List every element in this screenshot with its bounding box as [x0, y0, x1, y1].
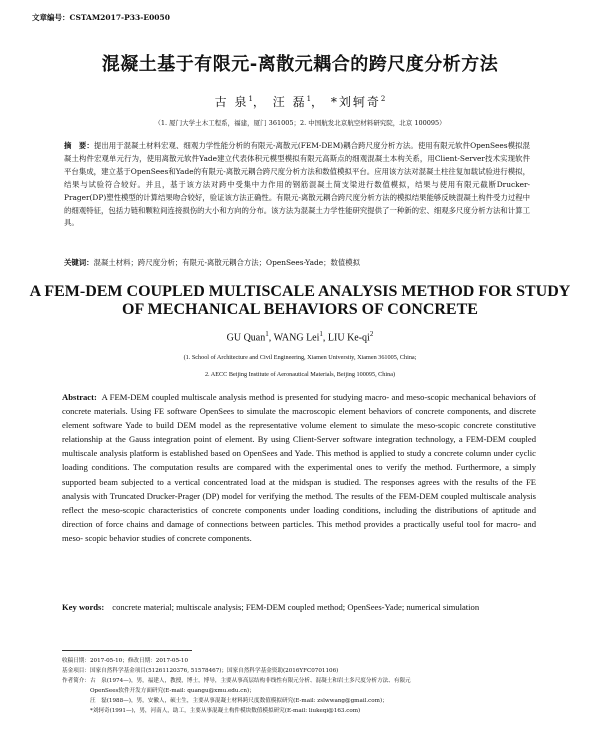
footnote-line: 作者简介：古 泉(1974—)，男，福建人，教授，博士，博导，主要从事高层结构非线性有限元分析、混凝土和岩土多尺度分析方法、有限元	[62, 678, 411, 684]
footnote-line: OpenSees软件开发方面研究(E-mail: quangu@xmu.edu.cn)；	[62, 688, 255, 694]
footnote-divider	[62, 650, 192, 651]
chinese-keywords-label: 关键词：	[64, 258, 94, 267]
chinese-authors: 古 泉$^1$， 汪 磊$^1$， *刘轲奇$^2$	[214, 95, 386, 109]
english-title-line: A FEM-DEM COUPLED MULTISCALE ANALYSIS METHOD FOR STUDY	[29, 283, 571, 300]
affiliation-line: 2. AECC Beijing Institute of Aeronautical Materials, Beijing 100095, China)	[204, 371, 396, 378]
english-title	[0, 283, 600, 319]
english-authors: GU Quan$^1$, WANG Lei$^1$, LIU $Ke-qi^2$	[226, 330, 374, 344]
chinese-abstract	[64, 140, 530, 230]
english-keywords-label: Key words:	[62, 602, 105, 612]
chinese-abstract-text: 提出用于混凝土材料宏观、细观力学性能分析的有限元-离散元(FEM-DEM)耦合跨尺度分析方法。使用有限元软件OpenSees模拟混凝土构件宏观单元行为，使用离散元软件Yade建立代表体积元模型模拟有限元高斯点的细观混凝土本构关系，用Client-Server技术实现软件平台集成，建立基于OpenSees和Yade的有限元-离散元耦合跨尺度分析方法和数值模拟平台。应用该方法对混凝土柱往复加载试验进行模拟，结果与试验符合较好。并且，基于该方法对跨中受集中力作用的钢筋混凝土简支梁进行数值模拟，结果与使用有限元截断Drucker-Prager(DP)塑性模型的计算结果吻合较好，验证该方法正确性。有限元-离散元耦合跨尺度分析方法的模拟结果能够反映混凝土构件受力过程中的细观特征，包括力链和颗粒间连接损伤的大小和方向的分布。该方法为混凝土力学性能研究提供了一种新的宏、细观多尺度分析方法和计算工具。	[64, 141, 530, 228]
author-name: 古 泉	[214, 95, 249, 109]
author-name: GU Quan	[226, 332, 266, 344]
author-superscript: 1	[248, 95, 253, 103]
chinese-keywords-text: 混凝土材料；跨尺度分析；有限元-离散元耦合方法；OpenSees-Yade；数值模拟	[93, 258, 361, 267]
author-superscript: 2	[380, 95, 386, 103]
english-keywords	[62, 600, 536, 614]
author-name: WANG Lei	[273, 332, 320, 344]
footnotes	[62, 656, 536, 716]
footnote-line: 汪 磊(1988—)，男，安徽人，硕士生，主要从事混凝土材料跨尺度数值模拟研究(E-mail: zslwwang@gmail.com)；	[62, 698, 388, 704]
author-superscript: 1	[306, 95, 312, 103]
chinese-keywords	[64, 257, 530, 268]
english-abstract	[62, 390, 536, 545]
english-keywords-text: concrete material; multiscale analysis; FEM-DEM coupled method; OpenSees-Yade; numerical simulation	[112, 602, 480, 612]
author-name: LIU Ke-qi	[327, 332, 370, 344]
author-superscript: 1	[265, 330, 269, 338]
footnote-line: 基金项目：国家自然科学基金项目(51261120376, 51578467)；国家自然科学基金资助(2016YFC0701106)	[62, 668, 339, 674]
chinese-affiliation: （1. 厦门大学土木工程系，福建，厦门 361005；2. 中国航发北京航空材料研究院，北京 100095）	[154, 119, 446, 127]
author-name: 汪 磊	[272, 95, 307, 109]
affiliation-line: (1. School of Architecture and Civil Engineering, Xiamen University, Xiamen 361005, China;	[183, 354, 417, 361]
english-title-line: OF MECHANICAL BEHAVIORS OF CONCRETE	[122, 301, 478, 318]
document-number: 文章编号：CSTAM2017-P33-E0050	[32, 13, 170, 22]
english-affiliation	[0, 349, 600, 383]
chinese-title: 混凝土基于有限元-离散元耦合的跨尺度分析方法	[101, 54, 499, 75]
footnote-line: 收稿日期：2017-05-10；修改日期：2017-05-10	[62, 658, 189, 664]
author-superscript: 1	[319, 330, 323, 338]
chinese-abstract-label: 摘 要：	[64, 141, 94, 150]
english-abstract-label: Abstract:	[62, 392, 97, 402]
english-abstract-text: A FEM-DEM coupled multiscale analysis method is presented for studying macro- and meso-scopic mechanical behaviors of concrete materials. Using FE software OpenSees to simulate the macroscopic element behaviors of concrete components, and discrete element software Yade to build DEM model as the representative volume element to simulate the meso-scopic concrete constitutive relationship at the Gauss integration point of element. By using Client-Server software integration technology, a FEM-DEM coupled multiscale analysis platform is established based on OpenSees and Yade. This method is applied to study a concrete column under cyclic loading conditions. The computation results are compared with the experimental ones to verify the method. Furthermore, a simply supported beam subjected to a vertical concentrated load at the midspan is studied. The responses agrees with the results of the FE analysis with Truncated Drucker-Prager (DP) model for verifying the method. The results of the FEM-DEM coupled multiscale analysis reflect the meso-scopic characteristics of concrete components under loading conditions, including the distributions of aptitude and direction of force chains and damage of connections between particles. This method provides a practically useful tool for macro- and meso- scopic behavior studies of concrete components.	[62, 392, 537, 543]
author-name: *刘轲奇	[330, 95, 381, 109]
author-superscript: 2	[369, 330, 374, 338]
footnote-line: *刘轲奇(1991—)，男，河南人，助工，主要从事混凝土构件模块数值模拟研究(E-mail: liukeqi@163.com)	[62, 708, 361, 714]
